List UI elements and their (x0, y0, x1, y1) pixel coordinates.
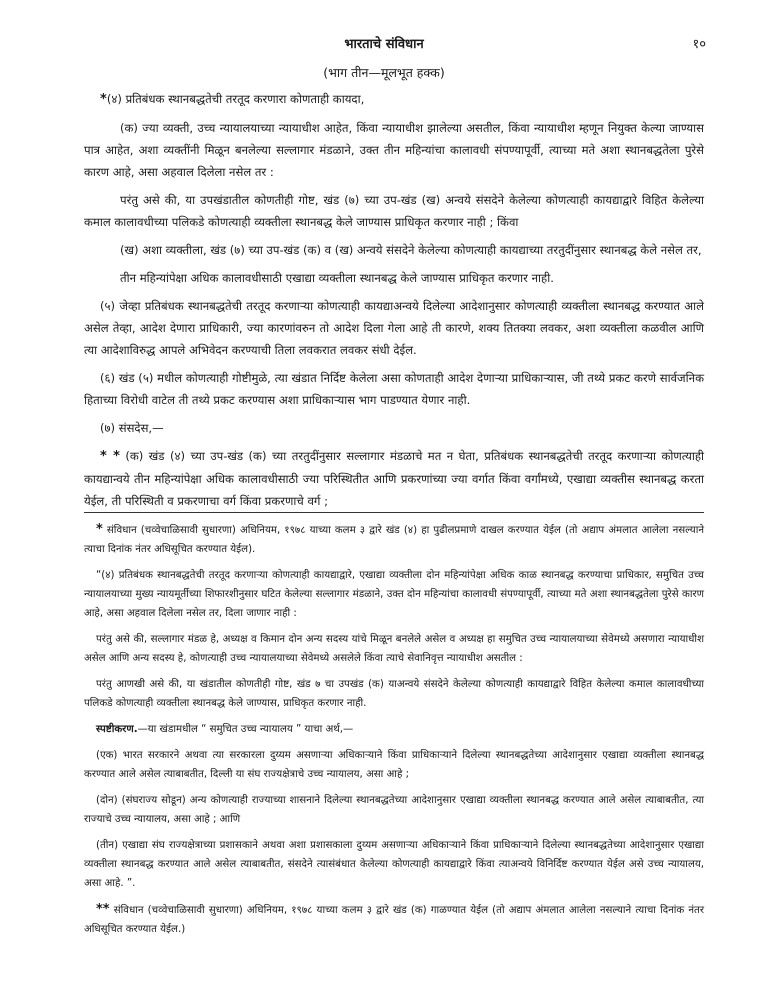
footnote-explanation-ii: (दोन) (संघराज्य सोडून) अन्य कोणत्याही राज्याच्या शासनाने दिलेल्या स्थानबद्धतेच्या आदेशानुसार एखाद्या व्यक्तीला स्थानबद्ध करण्यात आले असेल त्याबाबतीत, त्या राज्याचे उच्च न्यायालय, असा आहे ; आणि (84, 795, 704, 825)
part-heading: (भाग तीन—मूलभूत हक्क) (323, 65, 445, 80)
main-text (84, 88, 704, 518)
footnote-proviso-2: परंतु आणखी असे की, या खंडातील कोणतीही गोष्ट, खंड ७ चा उपखंड (क) याअन्वये संसदेने केलेल्या कोणत्याही कायद्याद्वारे विहित केलेल्या कमाल कालावधीच्या पलिकडे कोणत्याही व्यक्तीला स्थानबद्ध केले जाण्यास, प्राधिकृत करणार नाही. (84, 679, 704, 709)
page-number: १० (692, 37, 706, 52)
clause-6: (६) खंड (५) मधील कोणत्याही गोष्टीमुळे, त्या खंडात निर्दिष्ट केलेला असा कोणताही आदेश देणाऱ्या प्राधिकाऱ्यास, जी तथ्ये प्रकट करणे सार्वजनिक हिताच्या विरोधी वाटेल ती तथ्ये प्रकट करण्यास अशा प्राधिकाऱ्यास भाग पाडण्यात येणार नाही. (84, 371, 704, 407)
clause-4a: (क) ज्या व्यक्ती, उच्च न्यायालयाच्या न्यायाधीश आहेत, किंवा न्यायाधीश झालेल्या असतील, किंवा न्यायाधीश म्हणून नियुक्त केल्या जाण्यास पात्र आहेत, अशा व्यक्तींनी मिळून बनलेल्या सल्लागार मंडळाने, उक्त तीन महिन्यांचा कालावधी संपण्यापूर्वी, त्याच्या मते अशा स्थानबद्धतेला पुरेसे कारण आहे, असा अहवाल दिलेला नसेल तर : (84, 121, 704, 179)
footnote-marker: * (100, 92, 107, 107)
clause-7: (७) संसदेस,— (100, 421, 164, 435)
footnote-explanation-iii: (तीन) एखाद्या संघ राज्यक्षेत्राच्या प्रशासकाने अथवा अशा प्रशासकाला दुय्यम असणाऱ्या अधिकाऱ्याने किंवा प्राधिकाऱ्याने दिलेल्या स्थानबद्धतेच्या आदेशानुसार एखाद्या व्यक्तीला स्थानबद्ध करण्यात आले असेल त्याबाबतीत, संसदेने त्यासंबंधात केलेल्या कोणत्याही कायद्याद्वारे किंवा त्याअन्वये विनिर्दिष्ट करण्यात येईल असे उच्च न्यायालय, असा आहे. ”. (84, 840, 704, 889)
clause-4-intro: *(४) प्रतिबंधक स्थानबद्धतेची तरतूद करणारा कोणताही कायदा, (100, 92, 365, 107)
footnote-quoted-clause: “(४) प्रतिबंधक स्थानबद्धतेची तरतूद करणाऱ्या कोणत्याही कायद्याद्वारे, एखाद्या व्यक्तीला दोन महिन्यांपेक्षा अधिक काळ स्थानबद्ध करण्याचा प्राधिकार, समुचित उच्च न्यायालयाच्या मुख्य न्यायमूर्तीच्या शिफारशीनुसार घटित केलेल्या सल्लागार मंडळाने, उक्त दोन महिन्यांचा कालावधी संपण्यापूर्वी, त्याच्या मते अशा स्थानबद्धतेला पुरेसे कारण आहे, असा अहवाल दिलेला नसेल तर, दिला जाणार नाही : (84, 570, 704, 619)
page-title: भारताचे संविधान (344, 37, 424, 52)
clause-4b: (ख) अशा व्यक्तीला, खंड (७) च्या उप-खंड (क) व (ख) अन्वये संसदेने केलेल्या कोणत्याही कायद्याच्या तरतुदींनुसार स्थानबद्ध केले नसेल तर, (120, 243, 702, 257)
clause-4a-proviso: परंतु असे की, या उपखंडातील कोणतीही गोष्ट, खंड (७) च्या उप-खंड (ख) अन्वये संसदेने केलेल्या कोणत्याही कायद्याद्वारे विहित केलेल्या कमाल कालावधीच्या पलिकडे कोणत्याही व्यक्तीला स्थानबद्ध केले जाण्यास प्राधिकृत करणार नाही ; किंवा (84, 193, 704, 229)
footnotes (84, 520, 704, 946)
clause-7a: * * (क) खंड (४) च्या उप-खंड (क) च्या तरतुदींनुसार सल्लागार मंडळाचे मत न घेता, प्रतिबंधक स्थानबद्धतेची तरतूद करणाऱ्या कोणत्याही कायद्यान्वये तीन महिन्यांपेक्षा अधिक कालावधीसाठी ज्या परिस्थितीत आणि प्रकरणांच्या ज्या वर्गात किंवा वर्गांमध्ये, एखाद्या व्यक्तीस स्थानबद्ध करता येईल, ती परिस्थिती व प्रकरणाचा वर्ग किंवा प्रकरणाचे वर्ग ; (84, 449, 704, 508)
clause-4-conclusion: तीन महिन्यांपेक्षा अधिक कालावधीसाठी एखाद्या व्यक्तीला स्थानबद्ध केले जाण्यास प्राधिकृत करणार नाही. (120, 271, 554, 285)
footnote-2: ** संविधान (चव्वेचाळिसावी सुधारणा) अधिनियम, १९७८ याच्या कलम ३ द्वारे खंड (क) गाळण्यात येईल (तो अद्याप अंमलात आलेला नसल्याने त्याचा दिनांक नंतर अधिसूचित करण्यात येईल.) (84, 902, 704, 935)
footnote-proviso-1: परंतु असे की, सल्लागार मंडळ हे, अध्यक्ष व किमान दोन अन्य सदस्य यांचे मिळून बनलेले असेल व अध्यक्ष हा समुचित उच्च न्यायालयाच्या सेवेमध्ये असणारा न्यायाधीश असेल आणि अन्य सदस्य हे, कोणत्याही उच्च न्यायालयाच्या सेवेमध्ये असलेले किंवा त्याचे सेवानिवृत्त न्यायाधीश असतील : (84, 634, 704, 664)
footnote-explanation-i: (एक) भारत सरकारने अथवा त्या सरकारला दुय्यम असणाऱ्या अधिकाऱ्याने किंवा प्राधिकाऱ्याने दिलेल्या स्थानबद्धतेच्या आदेशानुसार एखाद्या व्यक्तीला स्थानबद्ध करण्यात आले असेल त्याबाबतीत, दिल्ली या संघ राज्यक्षेत्राचे उच्च न्यायालय, असा आहे ; (84, 750, 704, 780)
footnote-divider (84, 512, 704, 513)
clause-5: (५) जेव्हा प्रतिबंधक स्थानबद्धतेची तरतूद करणाऱ्या कोणत्याही कायद्याअन्वये दिलेल्या आदेशानुसार कोणत्याही व्यक्तीला स्थानबद्ध करण्यात आले असेल तेव्हा, आदेश देणारा प्राधिकारी, ज्या कारणांवरुन तो आदेश दिला गेला आहे ती कारणे, शक्य तितक्या लवकर, अशा व्यक्तीला कळवील आणि त्या आदेशाविरुद्ध आपले अभिवेदन करण्याची तिला लवकरात लवकर संधी देईल. (84, 299, 704, 357)
footnote-marker: * * (100, 449, 120, 464)
footnote-1: * संविधान (चव्वेचाळिसावी सुधारणा) अधिनियम, १९७८ याच्या कलम ३ द्वारे खंड (४) हा पुढीलप्रमाणे दाखल करण्यात येईल (तो अद्याप अंमलात आलेला नसल्याने त्याचा दिनांक नंतर अधिसूचित करण्यात येईल). (84, 522, 704, 555)
footnote-explanation: स्पष्टीकरण.—या खंडामधील “ समुचित उच्च न्यायालय ” याचा अर्थ,— (96, 724, 354, 735)
